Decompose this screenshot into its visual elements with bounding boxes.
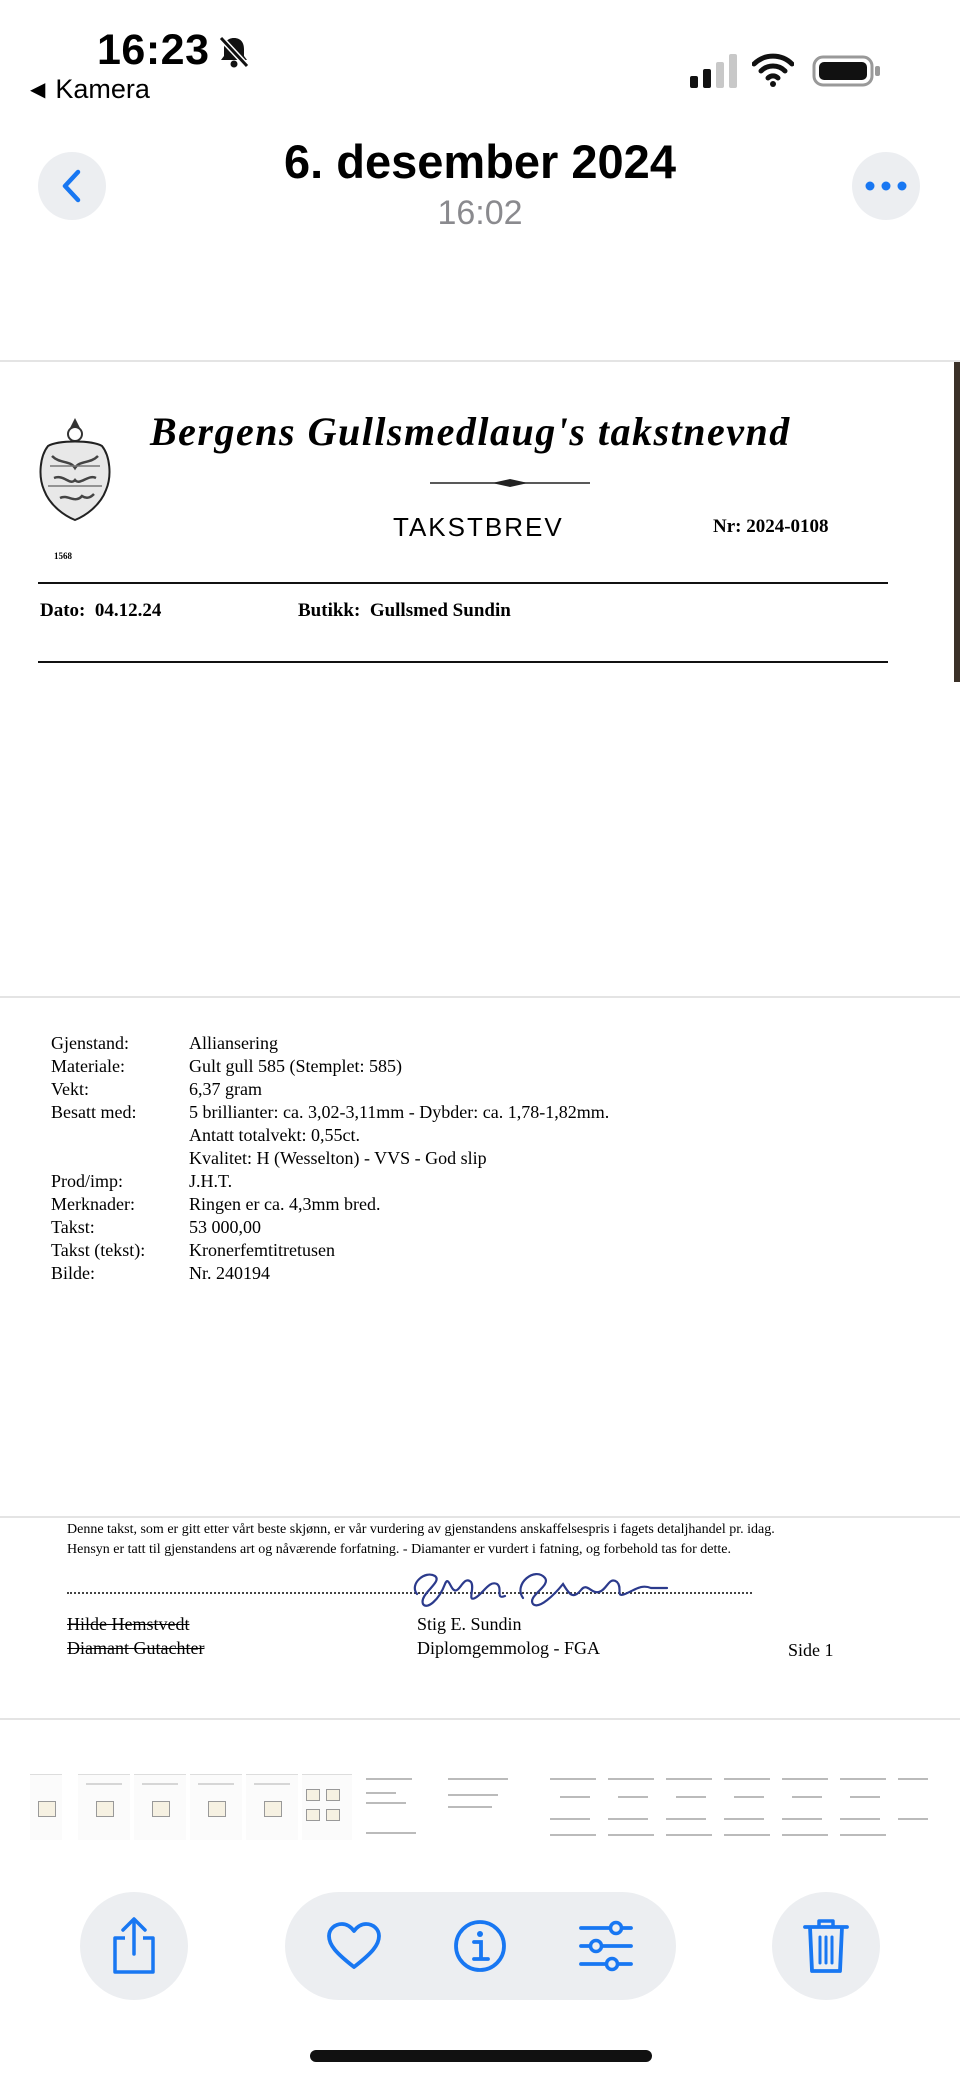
info-button[interactable] (435, 1892, 525, 2000)
back-to-app-link[interactable] (30, 74, 150, 105)
document-type-label: TAKSTBREV (393, 512, 564, 542)
photo-actions-group (285, 1892, 676, 2000)
left-signer-name: Hilde Hemstvedt (67, 1614, 190, 1634)
info-icon (453, 1919, 507, 1973)
appraisal-fields (51, 1032, 609, 1285)
filmstrip-thumbnail[interactable] (134, 1774, 186, 1840)
field-row: Antatt totalvekt: 0,55ct. (189, 1125, 360, 1145)
photo-document[interactable] (0, 356, 960, 1722)
field-row: Prod/imp: J.H.T. (51, 1171, 233, 1191)
date-field (40, 600, 161, 622)
filmstrip-thumbnail[interactable] (604, 1772, 660, 1842)
photo-edge-strip (954, 362, 960, 682)
disclaimer-text: Denne takst, som er gitt etter vårt beste skjønn, er vår vurdering av gjenstandens anskaffelsespris i fagets detaljhandel pr. idag. Hensyn er tatt til gjenstandens art og nåværende forfatning. - Diamanter er vurdert i fatning, og forbehold tas for dette. (67, 1522, 775, 1557)
store-label: Butikk: (298, 600, 361, 621)
document-number: Nr: 2024-0108 (713, 516, 829, 537)
photo-filmstrip[interactable] (0, 1764, 960, 1854)
scan-edge-line (0, 360, 960, 362)
store-field (298, 600, 511, 622)
bell-slash-icon (216, 34, 252, 70)
more-button[interactable] (852, 152, 920, 220)
right-signer-name: Stig E. Sundin (417, 1614, 522, 1634)
field-row: Kvalitet: H (Wesselton) - VVS - God slip (189, 1148, 487, 1168)
favorite-button[interactable] (309, 1892, 399, 2000)
store-value: Gullsmed Sundin (369, 600, 511, 621)
date-value: 04.12.24 (94, 600, 162, 621)
title-ornament (430, 478, 590, 488)
trash-icon (802, 1917, 850, 1975)
field-row: Takst (tekst): Kronerfemtitretusen (51, 1240, 335, 1260)
filmstrip-thumbnail-selected[interactable] (444, 1772, 514, 1842)
ellipsis-icon (864, 180, 908, 192)
date-label: Dato: (40, 600, 86, 621)
cellular-signal-icon (690, 54, 738, 88)
adjust-button[interactable] (561, 1892, 651, 2000)
back-app-label: Kamera (55, 74, 150, 104)
status-time: 16:23 (97, 26, 210, 74)
home-indicator[interactable] (310, 2050, 652, 2062)
crest-year: 1568 (54, 551, 72, 561)
photo-time-subtitle: 16:02 (437, 194, 523, 232)
field-row: Merknader: Ringen er ca. 4,3mm bred. (51, 1194, 381, 1214)
filmstrip-thumbnail[interactable] (720, 1772, 776, 1842)
filmstrip-thumbnail[interactable] (30, 1774, 62, 1840)
filmstrip-thumbnail[interactable] (302, 1774, 352, 1840)
filmstrip-thumbnail[interactable] (546, 1772, 602, 1842)
wifi-icon (752, 52, 794, 88)
field-row: Takst: 53 000,00 (51, 1217, 261, 1237)
filmstrip-thumbnail[interactable] (362, 1772, 424, 1842)
guild-crest-logo (30, 416, 120, 524)
field-row: Materiale: Gult gull 585 (Stemplet: 585) (51, 1056, 402, 1076)
guild-title: Bergens Gullsmedlaug's takstnevnd (150, 409, 791, 454)
filmstrip-thumbnail[interactable] (246, 1774, 298, 1840)
sliders-icon (578, 1920, 634, 1972)
header-rule-top (38, 582, 888, 584)
filmstrip-thumbnail[interactable] (190, 1774, 242, 1840)
photo-date-title: 6. desember 2024 (284, 135, 676, 188)
filmstrip-thumbnail[interactable] (78, 1774, 130, 1840)
right-signer-title: Diplomgemmolog - FGA (417, 1638, 600, 1658)
scan-fold-line (0, 996, 960, 998)
filmstrip-thumbnail[interactable] (662, 1772, 718, 1842)
scan-fold-line (0, 1516, 960, 1518)
filmstrip-thumbnail[interactable] (778, 1772, 834, 1842)
field-row: Vekt: 6,37 gram (51, 1079, 262, 1099)
left-signer-title: Diamant Gutachter (67, 1638, 205, 1658)
heart-icon (326, 1921, 382, 1971)
field-row: Gjenstand: Alliansering (51, 1033, 278, 1053)
header-rule-bottom (38, 661, 888, 663)
page-number-label: Side 1 (788, 1640, 834, 1660)
battery-icon (812, 54, 882, 88)
handwritten-signature (405, 1554, 705, 1614)
share-icon (109, 1916, 159, 1976)
delete-button[interactable] (772, 1892, 880, 2000)
scan-edge-line (0, 1718, 960, 1720)
field-row: Besatt med: 5 brillianter: ca. 3,02-3,11mm - Dybder: ca. 1,78-1,82mm. (51, 1102, 610, 1122)
back-triangle-icon: ◀ (30, 79, 46, 101)
field-row: Bilde: Nr. 240194 (51, 1263, 270, 1283)
filmstrip-thumbnail[interactable] (894, 1772, 934, 1842)
filmstrip-thumbnail[interactable] (836, 1772, 892, 1842)
share-button[interactable] (80, 1892, 188, 2000)
